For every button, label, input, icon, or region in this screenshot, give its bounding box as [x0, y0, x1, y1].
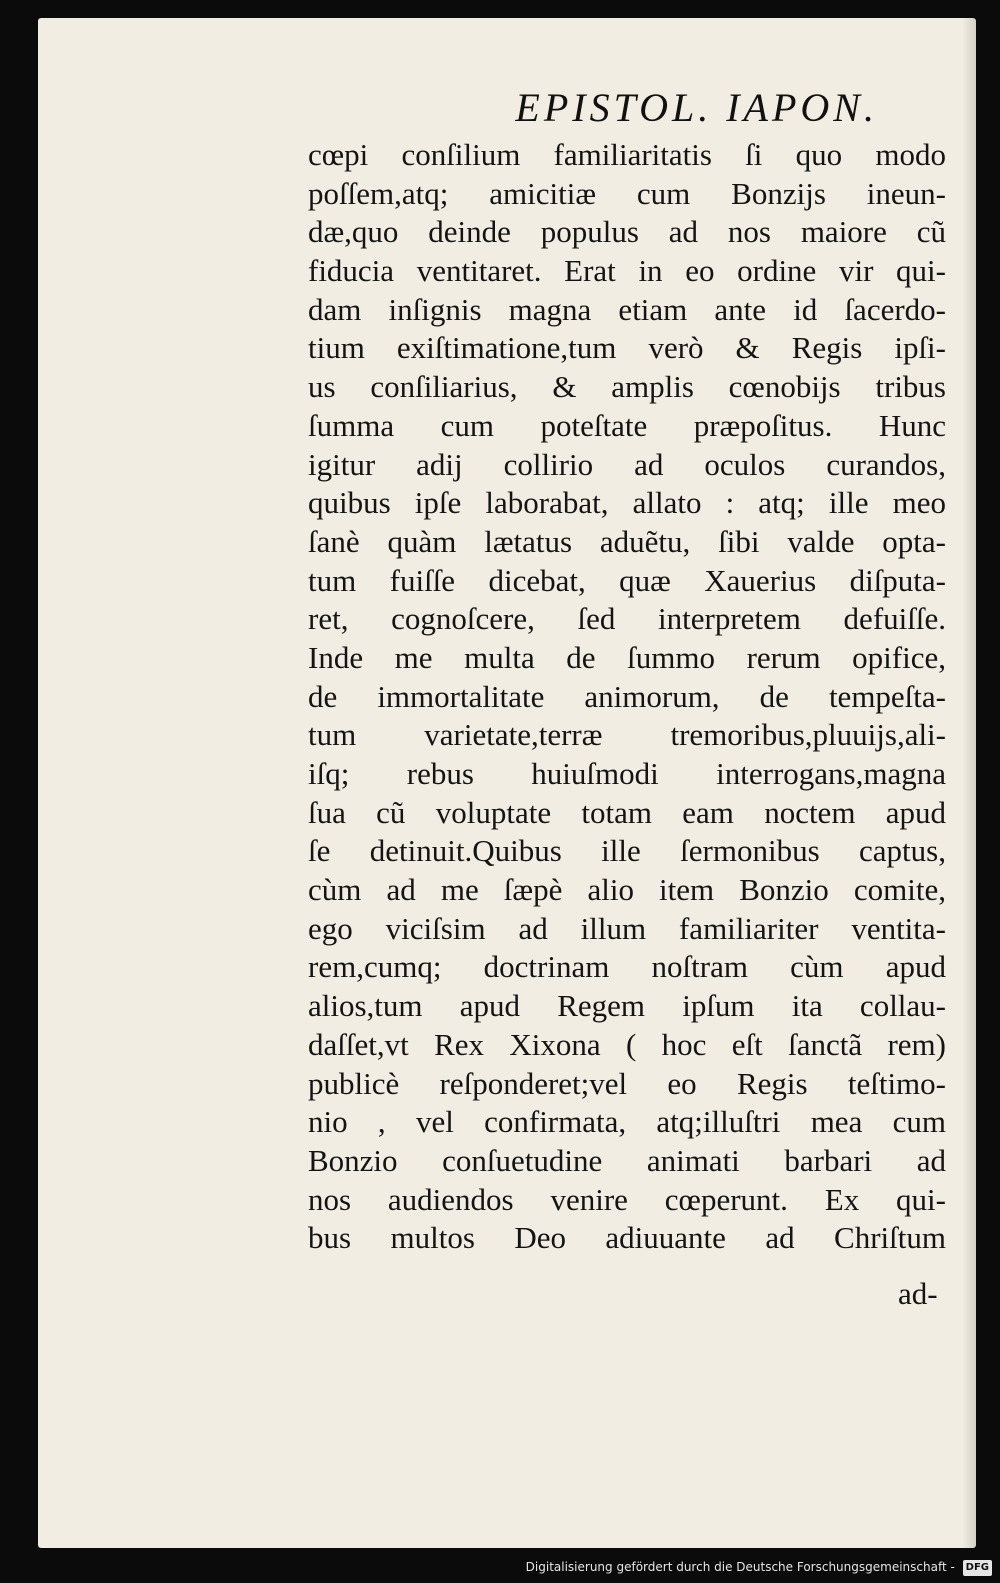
footer-credit: Digitalisierung gefördert durch die Deutsche Forschungsgemeinschaft - [525, 1560, 955, 1574]
body-text [308, 136, 946, 1258]
book-page [38, 18, 976, 1548]
text-line: rem,cumq; doctrinam noſtram cùm apud [308, 949, 946, 985]
text-line: daſſet,vt Rex Xixona ( hoc eſt ſanctã rem) [308, 1026, 946, 1062]
text-line: tum varietate,terræ tremoribus,pluuijs,ali- [308, 717, 946, 753]
text-line: ret, cognoſcere, ſed interpretem defuiſſe. [308, 601, 946, 637]
text-line: Bonzio conſuetudine animati barbari ad [308, 1142, 946, 1178]
text-line: dæ,quo deinde populus ad nos maiore cũ [308, 214, 946, 250]
text-line: bus multos Deo adiuuante ad Chriſtum [308, 1220, 946, 1256]
text-line: us conſiliarius, & amplis cœnobijs tribus [308, 369, 946, 405]
text-line: poſſem,atq; amicitiæ cum Bonzijs ineun- [308, 175, 946, 211]
text-line: ſumma cum poteſtate præpoſitus. Hunc [308, 407, 946, 443]
text-line: nos audiendos venire cœperunt. Ex qui- [308, 1181, 946, 1217]
text-line: dam inſignis magna etiam ante id ſacerdo- [308, 291, 946, 327]
text-line: cœpi conſilium familiaritatis ſi quo modo [308, 137, 946, 172]
text-line: publicè reſponderet;vel eo Regis teſtimo- [308, 1065, 946, 1101]
text-line: ego viciſsim ad illum familiariter ventita- [308, 910, 946, 946]
text-line: ſanè quàm lætatus aduẽtu, ſibi valde opta- [308, 523, 946, 559]
text-line: tium exiſtimatione,tum verò & Regis ipſi- [308, 330, 946, 366]
text-line: alios,tum apud Regem ipſum ita collau- [308, 988, 946, 1024]
text-line: quibus ipſe laborabat, allato : atq; ille meo [308, 485, 946, 521]
text-line: fiducia ventitaret. Erat in eo ordine vir qui- [308, 253, 946, 289]
text-line: igitur adij collirio ad oculos curandos, [308, 446, 946, 482]
text-line: de immortalitate animorum, de tempeſta- [308, 678, 946, 714]
catchword: ad- [898, 1276, 938, 1311]
text-line: tum fuiſſe dicebat, quæ Xauerius diſputa- [308, 562, 946, 598]
bleed-through-text [188, 188, 298, 468]
running-head: EPISTOL. IAPON. [515, 85, 878, 130]
text-line: nio , vel confirmata, atq;illuſtri mea cum [308, 1104, 946, 1140]
dfg-logo-icon: DFG [963, 1560, 992, 1576]
text-line: Inde me multa de ſummo rerum opifice, [308, 639, 946, 675]
text-line: cùm ad me ſæpè alio item Bonzio comite, [308, 872, 946, 908]
text-line: iſq; rebus huiuſmodi interrogans,magna [308, 756, 946, 791]
text-line: ſua cũ voluptate totam eam noctem apud [308, 794, 946, 830]
digitization-footer [0, 1555, 992, 1579]
text-line: ſe detinuit.Quibus ille ſermonibus captus, [308, 833, 946, 869]
